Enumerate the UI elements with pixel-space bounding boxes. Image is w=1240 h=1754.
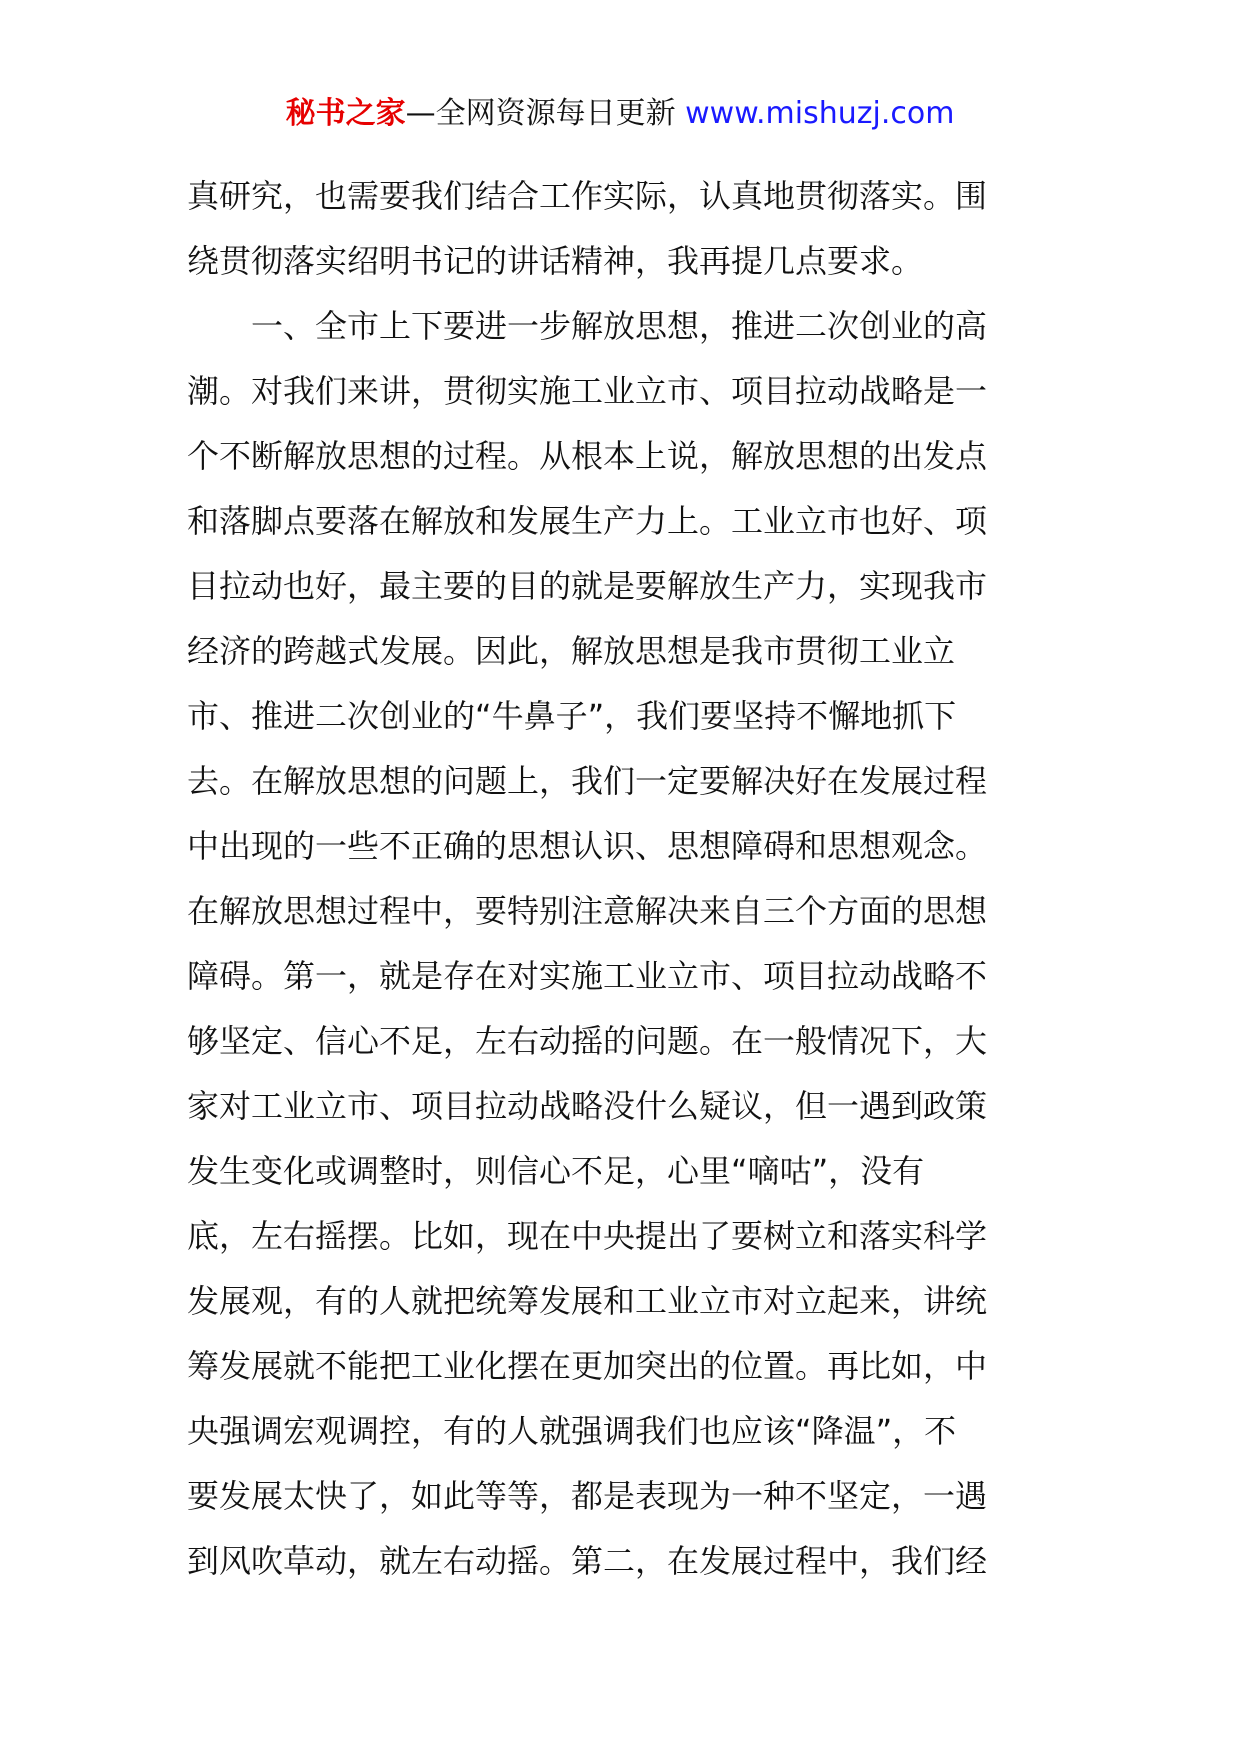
text-line: 去。在解放思想的问题上，我们一定要解决好在发展过程 (187, 762, 988, 800)
text-line: 筹发展就不能把工业化摆在更加突出的位置。再比如，中 (187, 1347, 988, 1385)
text-line: 目拉动也好，最主要的目的就是要解放生产力，实现我市 (187, 567, 988, 605)
site-url-link[interactable]: www.mishuzj.com (685, 96, 955, 131)
text-line: 障碍。第一，就是存在对实施工业立市、项目拉动战略不 (187, 957, 988, 995)
text-line: 央强调宏观调控，有的人就强调我们也应该“降温”，不 (187, 1412, 957, 1450)
text-line: 经济的跨越式发展。因此，解放思想是我市贯彻工业立 (187, 632, 956, 670)
text-line: 到风吹草动，就左右动摇。第二，在发展过程中，我们经 (187, 1542, 988, 1580)
text-line: 绕贯彻落实绍明书记的讲话精神，我再提几点要求。 (187, 242, 924, 280)
text-line: 真研究，也需要我们结合工作实际，认真地贯彻落实。围 (187, 177, 988, 215)
text-line: 家对工业立市、项目拉动战略没什么疑议，但一遇到政策 (187, 1087, 988, 1125)
text-line: 和落脚点要落在解放和发展生产力上。工业立市也好、项 (187, 502, 988, 540)
text-line: 发展观，有的人就把统筹发展和工业立市对立起来，讲统 (187, 1282, 988, 1320)
text-line: 中出现的一些不正确的思想认识、思想障碍和思想观念。 (187, 827, 988, 865)
document-body (187, 164, 1057, 1594)
text-line: 潮。对我们来讲，贯彻实施工业立市、项目拉动战略是一 (187, 372, 988, 410)
section-heading-line: 一、全市上下要进一步解放思想，推进二次创业的高 (251, 307, 988, 345)
text-line: 发生变化或调整时，则信心不足，心里“嘀咕”，没有 (187, 1152, 925, 1190)
text-line: 市、推进二次创业的“牛鼻子”，我们要坚持不懈地抓下 (187, 697, 957, 735)
site-brand: 秘书之家 (285, 96, 406, 131)
text-line: 底，左右摇摆。比如，现在中央提出了要树立和落实科学 (187, 1217, 988, 1255)
site-header (0, 92, 1240, 136)
site-slogan: —全网资源每日更新 (405, 96, 676, 131)
text-line: 个不断解放思想的过程。从根本上说，解放思想的出发点 (187, 437, 988, 475)
text-line: 在解放思想过程中，要特别注意解决来自三个方面的思想 (187, 892, 988, 930)
text-line: 要发展太快了，如此等等，都是表现为一种不坚定，一遇 (187, 1477, 988, 1515)
text-line: 够坚定、信心不足，左右动摇的问题。在一般情况下，大 (187, 1022, 988, 1060)
